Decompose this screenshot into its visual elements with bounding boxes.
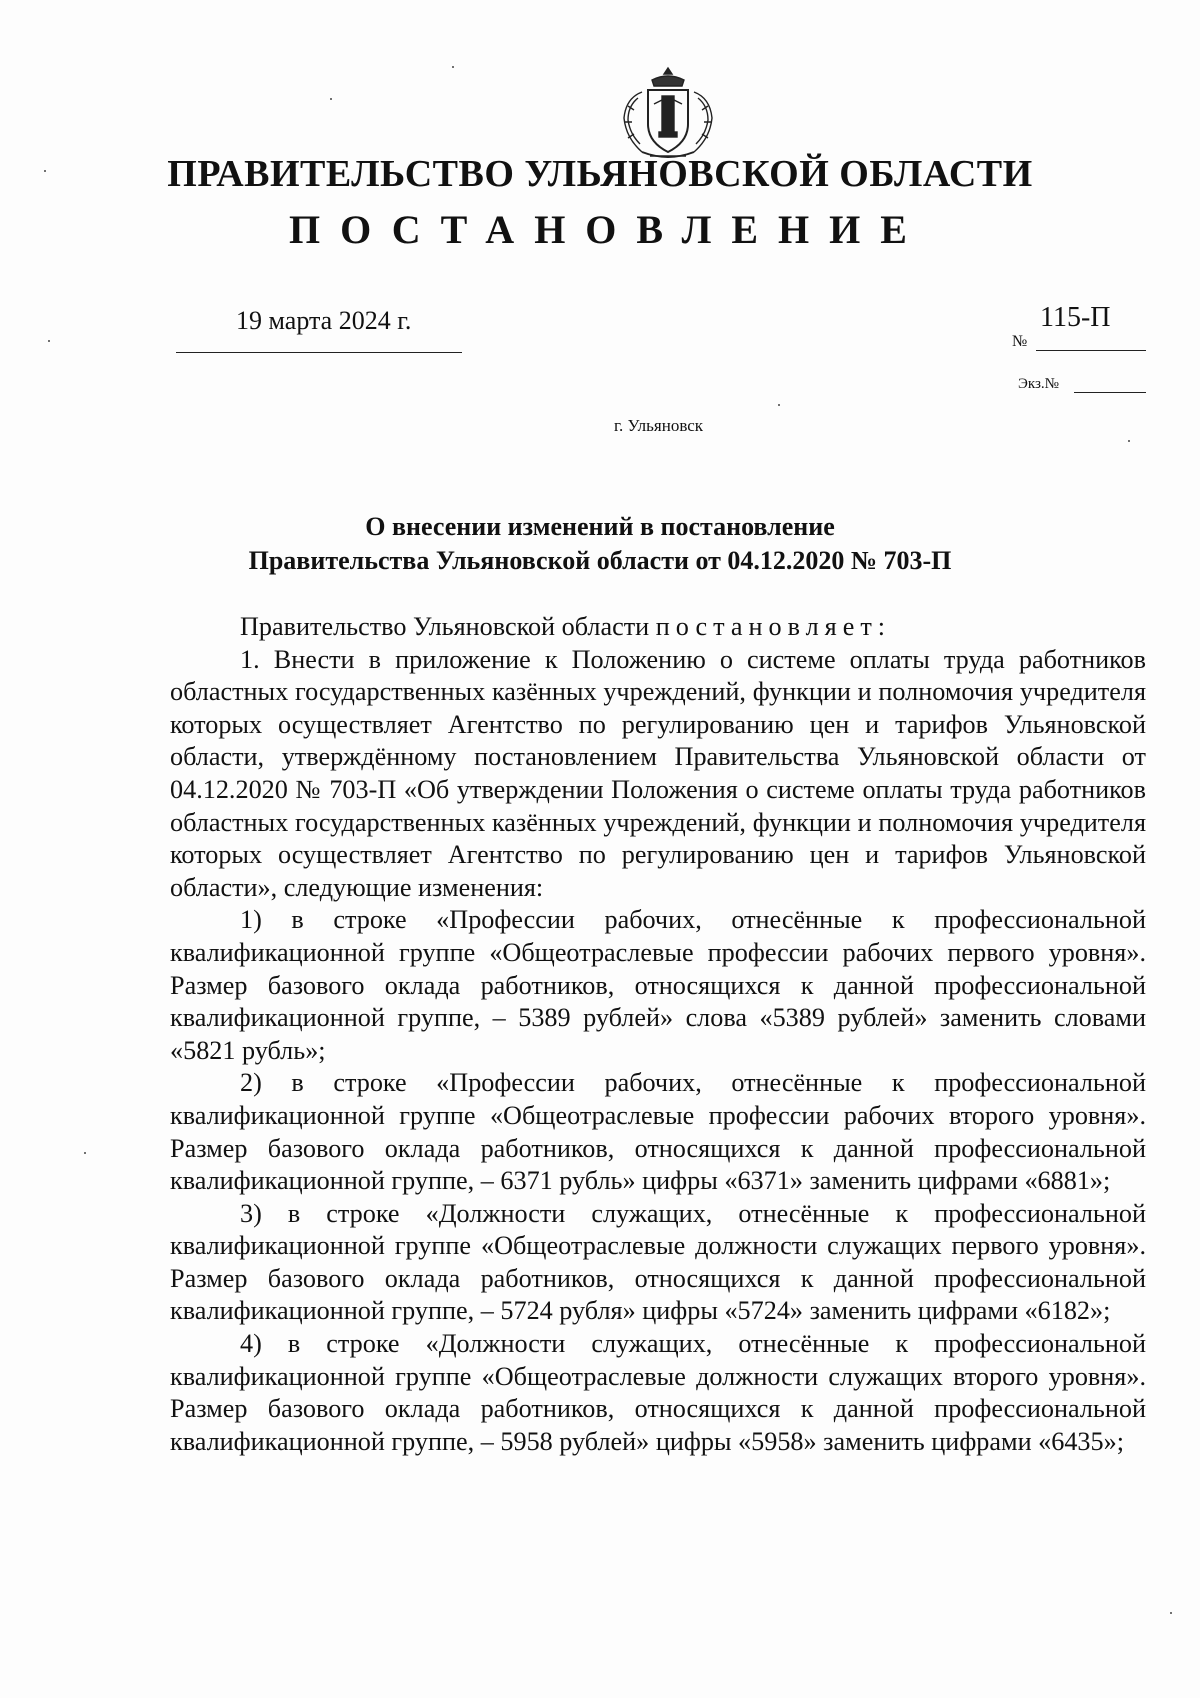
scan-speck bbox=[778, 404, 780, 406]
scan-speck bbox=[1128, 440, 1130, 442]
government-title: ПРАВИТЕЛЬСТВО УЛЬЯНОВСКОЙ ОБЛАСТИ bbox=[167, 153, 1033, 195]
number-sign-label: № bbox=[1012, 333, 1028, 350]
copy-number-label: Экз.№ bbox=[1018, 376, 1059, 392]
scan-speck bbox=[452, 66, 454, 68]
intro-verb: постановляет: bbox=[655, 612, 892, 641]
document-type-heading: ПОСТАНОВЛЕНИЕ bbox=[289, 207, 927, 252]
document-date: 19 марта 2024 г. bbox=[236, 306, 412, 335]
document-number: 115-П bbox=[1040, 302, 1111, 333]
subject-line: Правительства Ульяновской области от 04.12.2020 № 703-П bbox=[248, 546, 952, 575]
list-item: 1) в строке «Профессии рабочих, отнесённые к профессиональной квалификационной группе «Общеотраслевые профессии рабочих первого уровня». Размер базового оклада работников, относящихся к данной профессиональной квалификационной группе, – 5389 рублей» слова «5389 рублей» заменить словами «5821 рубль»; bbox=[170, 905, 1146, 1065]
intro-paragraph bbox=[170, 611, 1146, 644]
list-item: 2) в строке «Профессии рабочих, отнесённые к профессиональной квалификационной группе «Общеотраслевые профессии рабочих второго уровня». Размер базового оклада работников, относящихся к данной профессиональной квалификационной группе, – 6371 рубль» цифры «6371» заменить цифрами «6881»; bbox=[170, 1068, 1146, 1196]
date-underline bbox=[176, 352, 462, 353]
city-label: г. Ульяновск bbox=[614, 416, 704, 435]
scan-speck bbox=[84, 1152, 86, 1154]
number-underline bbox=[1036, 350, 1146, 351]
list-item: 4) в строке «Должности служащих, отнесённые к профессиональной квалификационной группе «Общеотраслевые должности служащих второго уровня». Размер базового оклада работников, относящихся к данной профессиональной квалификационной группе, – 5958 рублей» цифры «5958» заменить цифрами «6435»; bbox=[170, 1329, 1146, 1456]
copy-number-underline bbox=[1074, 392, 1146, 393]
document-subject bbox=[0, 510, 1200, 578]
subject-line: О внесении изменений в постановление bbox=[365, 512, 835, 541]
list-item: 3) в строке «Должности служащих, отнесённые к профессиональной квалификационной группе «Общеотраслевые должности служащих первого уровня». Размер базового оклада работников, относящихся к данной профессиональной квалификационной группе, – 5724 рубля» цифры «5724» заменить цифрами «6182»; bbox=[170, 1198, 1146, 1326]
scan-speck bbox=[330, 98, 332, 100]
scan-speck bbox=[48, 340, 50, 342]
ulyanovsk-coat-of-arms-icon bbox=[612, 62, 724, 162]
scan-speck bbox=[1170, 1612, 1172, 1614]
intro-lead: Правительство Ульяновской области bbox=[240, 612, 650, 641]
document-body bbox=[170, 611, 1146, 1458]
point-1-paragraph: 1. Внести в приложение к Положению о системе оплаты труда работников областных государственных казённых учреждений, функции и полномочия учредителя которых осуществляет Агентство по регулированию цен и тарифов Ульяновской области, утверждённому постановлением Правительства Ульяновской области от 04.12.2020 № 703-П «Об утверждении Положения о системе оплаты труда работников областных государственных казённых учреждений, функции и полномочия учредителя которых осуществляет Агентство по регулированию цен и тарифов Ульяновской области», следующие изменения: bbox=[170, 644, 1146, 902]
